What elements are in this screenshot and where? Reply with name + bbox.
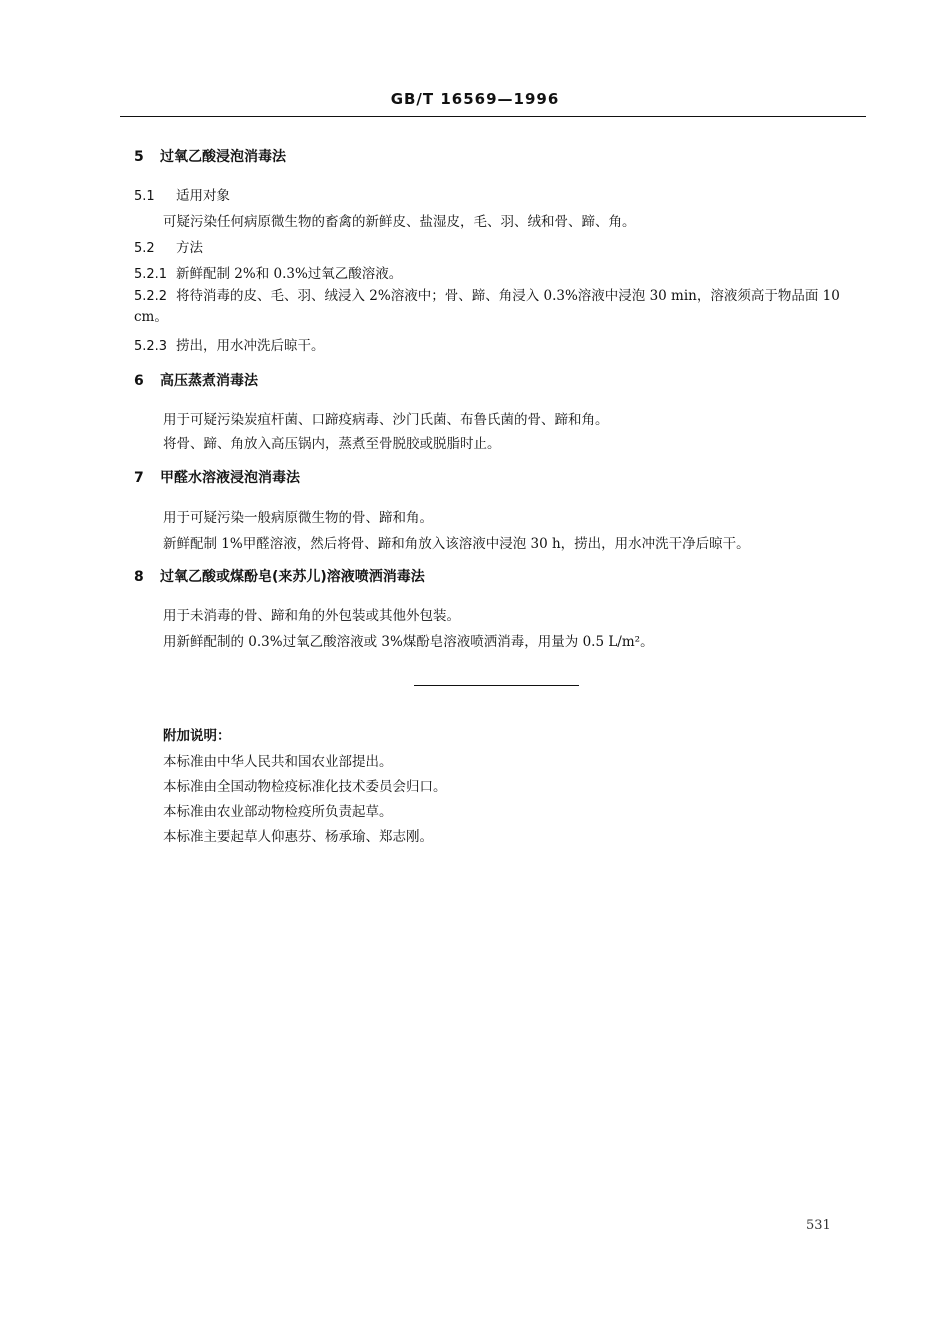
section-5-title: 过氧乙酸浸泡消毒法 bbox=[160, 149, 286, 165]
clause-5-2 bbox=[134, 236, 203, 256]
clause-5-2-1-text: 新鲜配制 2%和 0.3%过氧乙酸溶液。 bbox=[176, 266, 403, 282]
section-6-title: 高压蒸煮消毒法 bbox=[160, 373, 258, 389]
section-7-heading bbox=[134, 467, 300, 487]
clause-5-2-number: 5.2 bbox=[134, 241, 155, 256]
notes-line-1: 本标准由中华人民共和国农业部提出。 bbox=[163, 754, 393, 770]
section-7-number: 7 bbox=[134, 470, 144, 486]
section-6-paragraph-1: 用于可疑污染炭疽杆菌、口蹄疫病毒、沙门氏菌、布鲁氏菌的骨、蹄和角。 bbox=[163, 412, 609, 428]
section-7-paragraph-1: 用于可疑污染一般病原微生物的骨、蹄和角。 bbox=[163, 510, 433, 526]
standard-number: GB/T 16569—1996 bbox=[390, 90, 560, 108]
clause-5-2-2 bbox=[134, 286, 874, 328]
end-of-text-rule bbox=[414, 685, 579, 686]
section-6-paragraph-2: 将骨、蹄、角放入高压锅内，蒸煮至骨脱胶或脱脂时止。 bbox=[163, 436, 501, 452]
section-8-number: 8 bbox=[134, 569, 144, 585]
clause-5-2-title: 方法 bbox=[176, 240, 203, 256]
clause-5-1 bbox=[134, 184, 230, 204]
section-7-paragraph-2: 新鲜配制 1%甲醛溶液，然后将骨、蹄和角放入该溶液中浸泡 30 h，捞出，用水冲洗干净后晾干。 bbox=[163, 536, 750, 552]
notes-heading: 附加说明： bbox=[163, 728, 231, 744]
clause-5-1-title: 适用对象 bbox=[176, 188, 230, 204]
clause-5-2-2-text: 将待消毒的皮、毛、羽、绒浸入 2%溶液中；骨、蹄、角浸入 0.3%溶液中浸泡 30 min，溶液须高于物品面 10 cm。 bbox=[134, 288, 840, 325]
clause-5-1-number: 5.1 bbox=[134, 189, 155, 204]
clause-5-2-1-number: 5.2.1 bbox=[134, 267, 168, 282]
clause-5-2-1 bbox=[134, 262, 402, 282]
section-6-heading bbox=[134, 370, 258, 390]
section-6-number: 6 bbox=[134, 373, 144, 389]
notes-line-4: 本标准主要起草人仰惠芬、杨承瑜、郑志刚。 bbox=[163, 829, 433, 845]
clause-5-2-3-text: 捞出，用水冲洗后晾干。 bbox=[176, 338, 325, 354]
clause-5-2-3 bbox=[134, 334, 325, 354]
section-8-title: 过氧乙酸或煤酚皂(来苏儿)溶液喷洒消毒法 bbox=[160, 569, 425, 585]
section-5-heading bbox=[134, 146, 286, 166]
clause-5-2-3-number: 5.2.3 bbox=[134, 339, 168, 354]
section-5-number: 5 bbox=[134, 149, 144, 165]
section-8-paragraph-1: 用于未消毒的骨、蹄和角的外包装或其他外包装。 bbox=[163, 608, 460, 624]
notes-line-3: 本标准由农业部动物检疫所负责起草。 bbox=[163, 804, 393, 820]
clause-5-1-text: 可疑污染任何病原微生物的畜禽的新鲜皮、盐湿皮，毛、羽、绒和骨、蹄、角。 bbox=[163, 214, 636, 230]
section-8-paragraph-2: 用新鲜配制的 0.3%过氧乙酸溶液或 3%煤酚皂溶液喷洒消毒，用量为 0.5 L/m²。 bbox=[163, 634, 654, 650]
section-7-title: 甲醛水溶液浸泡消毒法 bbox=[160, 470, 300, 486]
section-8-heading bbox=[134, 566, 425, 586]
notes-line-2: 本标准由全国动物检疫标准化技术委员会归口。 bbox=[163, 779, 447, 795]
page-number: 531 bbox=[806, 1218, 831, 1233]
clause-5-2-2-number: 5.2.2 bbox=[134, 289, 168, 304]
header-rule bbox=[120, 116, 866, 117]
